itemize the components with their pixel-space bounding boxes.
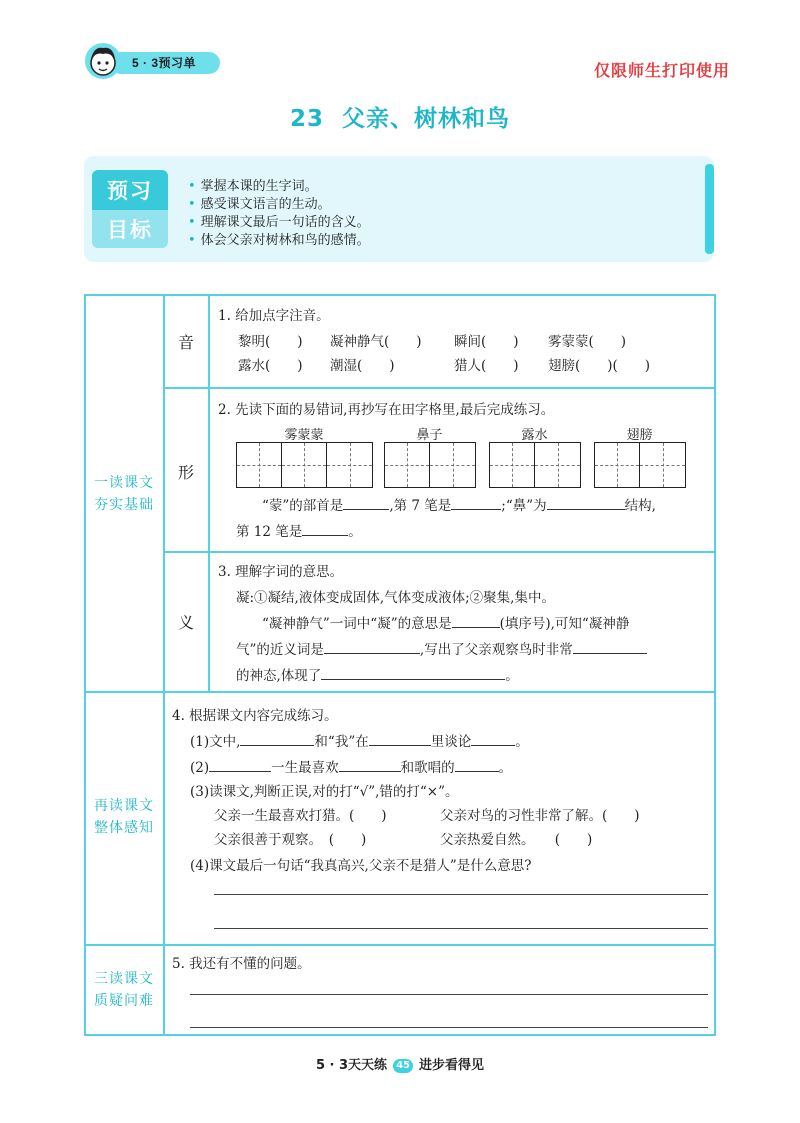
row-divider-section1 — [84, 691, 716, 693]
pinyin-item[interactable]: 潮湿( ) — [330, 358, 395, 374]
pinyin-item[interactable]: 翅膀( )( ) — [548, 358, 651, 374]
answer-blank[interactable] — [452, 614, 500, 628]
pinyin-item[interactable]: 黎明( ) — [238, 334, 303, 350]
section2-label-line1: 再读课文 — [94, 798, 154, 814]
answer-line[interactable] — [214, 894, 708, 895]
table-border-left — [84, 294, 86, 1036]
column-divider-sub — [208, 294, 210, 692]
meaning-label: 义 — [177, 613, 194, 632]
q3-text: 。 — [505, 668, 519, 684]
q5-prompt: 5. 我还有不懂的问题。 — [172, 956, 311, 972]
answer-blank[interactable] — [339, 758, 401, 772]
section3-label-line1: 三读课文 — [94, 971, 154, 987]
tianzige-grid[interactable] — [594, 442, 686, 488]
tz-cell[interactable] — [385, 443, 430, 487]
tz-cell[interactable] — [595, 443, 640, 487]
column-divider-label — [163, 294, 165, 1036]
goal-item-text: 掌握本课的生字词。 — [200, 179, 318, 194]
section1-label-line1: 一读课文 — [94, 475, 154, 491]
q4-text: 里谈论 — [430, 734, 472, 750]
table-border-top — [84, 294, 716, 296]
q4-prompt: 4. 根据课文内容完成练习。 — [172, 708, 338, 724]
q4-text: (2) — [190, 760, 210, 776]
pinyin-item[interactable]: 凝神静气( ) — [330, 334, 422, 350]
tz-word-label: 鼻子 — [416, 428, 443, 443]
footer-slogan: 进步看得见 — [419, 1058, 485, 1073]
table-border-bottom — [84, 1034, 716, 1036]
tianzige-grid[interactable] — [489, 442, 581, 488]
q4-text: 。 — [498, 760, 513, 776]
q2-text: 第 12 笔是 — [236, 524, 303, 540]
answer-blank[interactable] — [451, 496, 501, 510]
sound-label: 音 — [177, 333, 194, 352]
goals-tag — [92, 170, 168, 248]
bullet-icon: • — [188, 179, 196, 194]
judge-item[interactable]: 父亲很善于观察。 ( ) — [214, 832, 367, 848]
goals-stripe — [705, 164, 714, 254]
q2-line2 — [236, 522, 362, 542]
preview-goals-box — [84, 156, 714, 262]
q2-text: ;“鼻”为 — [501, 498, 547, 514]
pinyin-item[interactable]: 露水( ) — [238, 358, 303, 374]
q3-text: 的神态,体现了 — [236, 668, 322, 684]
q2-text: 。 — [348, 524, 362, 540]
bullet-icon: • — [188, 233, 196, 248]
answer-line[interactable] — [190, 994, 708, 995]
goal-item — [188, 178, 370, 196]
q4-part2 — [190, 758, 512, 778]
judge-item[interactable]: 父亲一生最喜欢打猎。( ) — [214, 808, 387, 824]
badge-text: 5 · 3预习单 — [132, 56, 197, 70]
tz-cell[interactable] — [282, 443, 327, 487]
q4-part1 — [190, 732, 529, 752]
answer-blank[interactable] — [455, 758, 499, 772]
tz-cell[interactable] — [327, 443, 372, 487]
section3-label — [86, 968, 162, 1012]
page-footer — [0, 1054, 800, 1073]
q2-text: “蒙”的部首是 — [262, 498, 344, 514]
q4-text: (1)文中, — [190, 734, 241, 750]
footer-series: 5 · 3天天练 — [315, 1058, 388, 1073]
tz-cell[interactable] — [535, 443, 580, 487]
judge-item[interactable]: 父亲对鸟的习性非常了解。( ) — [440, 808, 640, 824]
section2-label-line2: 整体感知 — [94, 820, 154, 836]
q4-part3: (3)读课文,判断正误,对的打“√”,错的打“×”。 — [190, 784, 459, 800]
bullet-icon: • — [188, 197, 196, 212]
q4-part4: (4)课文最后一句话“我真高兴,父亲不是猎人”是什么意思? — [190, 858, 532, 874]
section3-label-line2: 质疑问难 — [94, 993, 154, 1009]
tz-cell[interactable] — [490, 443, 535, 487]
q3-text: 气”的近义词是 — [236, 642, 324, 658]
row-divider-shape — [165, 551, 715, 553]
q1-prompt: 1. 给加点字注音。 — [218, 308, 330, 324]
answer-blank[interactable] — [547, 496, 625, 510]
q4-text: 和歌唱的 — [400, 760, 455, 776]
section2-label — [86, 795, 162, 839]
q2-prompt: 2. 先读下面的易错词,再抄写在田字格里,最后完成练习。 — [218, 402, 555, 418]
q4-text: 。 — [515, 734, 529, 750]
q3-line3 — [236, 666, 519, 686]
tz-cell[interactable] — [640, 443, 685, 487]
answer-blank[interactable] — [343, 496, 389, 510]
tz-word-label: 雾蒙蒙 — [284, 428, 324, 443]
bullet-icon: • — [188, 215, 196, 230]
print-note: 仅限师生打印使用 — [594, 61, 731, 80]
section1-label — [86, 472, 162, 516]
q3-text: “凝神静气”一词中“凝”的意思是 — [262, 616, 452, 632]
cartoon-kid-icon — [84, 42, 122, 80]
answer-blank[interactable] — [321, 666, 505, 680]
q3-text: ,写出了父亲观察鸟时非常 — [419, 642, 573, 658]
answer-blank[interactable] — [302, 522, 348, 536]
table-border-right — [714, 294, 716, 1036]
answer-blank[interactable] — [471, 732, 515, 746]
pinyin-item[interactable]: 瞬间( ) — [454, 334, 519, 350]
q3-line2 — [236, 640, 647, 660]
q3-definition: 凝:①凝结,液体变成固体,气体变成液体;②聚集,集中。 — [236, 590, 555, 606]
q4-text: 一生最喜欢 — [271, 760, 339, 776]
tz-cell[interactable] — [237, 443, 282, 487]
q3-prompt: 3. 理解字词的意思。 — [218, 564, 344, 580]
answer-blank[interactable] — [573, 640, 647, 654]
page-number: 45 — [393, 1059, 413, 1073]
answer-line[interactable] — [190, 1027, 708, 1028]
q3-line1 — [262, 614, 629, 634]
q4-text: 和“我”在 — [314, 734, 369, 750]
answer-line[interactable] — [214, 928, 708, 929]
goal-item-text: 感受课文语言的生动。 — [200, 197, 331, 212]
goal-item-text: 理解课文最后一句话的含义。 — [200, 215, 370, 230]
pinyin-item[interactable]: 猎人( ) — [454, 358, 519, 374]
goals-tag-line2: 目标 — [107, 218, 153, 242]
series-badge — [84, 42, 222, 80]
tz-word-label: 翅膀 — [626, 428, 653, 443]
q2-text: 结构, — [624, 498, 656, 514]
q2-line1 — [262, 496, 656, 516]
goal-item — [188, 196, 370, 214]
shape-label: 形 — [177, 463, 194, 482]
q2-text: ,第 7 笔是 — [389, 498, 452, 514]
tz-word-label: 露水 — [521, 428, 548, 443]
tz-cell[interactable] — [430, 443, 475, 487]
row-divider-section2 — [84, 944, 716, 946]
section1-label-line2: 夯实基础 — [94, 497, 154, 513]
judge-item[interactable]: 父亲热爱自然。 ( ) — [440, 832, 593, 848]
answer-blank[interactable] — [209, 758, 271, 772]
goal-item — [188, 232, 370, 250]
answer-blank[interactable] — [324, 640, 420, 654]
answer-blank[interactable] — [369, 732, 431, 746]
goals-tag-line1: 预习 — [107, 179, 153, 203]
goal-item — [188, 214, 370, 232]
row-divider-sound — [165, 387, 715, 389]
lesson-number: 23 — [289, 106, 324, 132]
goal-item-text: 体会父亲对树林和鸟的感情。 — [200, 233, 370, 248]
tianzige-grid[interactable] — [384, 442, 476, 488]
lesson-title — [0, 100, 800, 133]
pinyin-item[interactable]: 雾蒙蒙( ) — [548, 334, 627, 350]
answer-blank[interactable] — [240, 732, 314, 746]
lesson-title-text: 父亲、树林和鸟 — [342, 106, 510, 132]
tianzige-grid[interactable] — [236, 442, 373, 488]
q3-text: (填序号),可知“凝神静 — [499, 616, 630, 632]
goal-list — [188, 178, 370, 250]
